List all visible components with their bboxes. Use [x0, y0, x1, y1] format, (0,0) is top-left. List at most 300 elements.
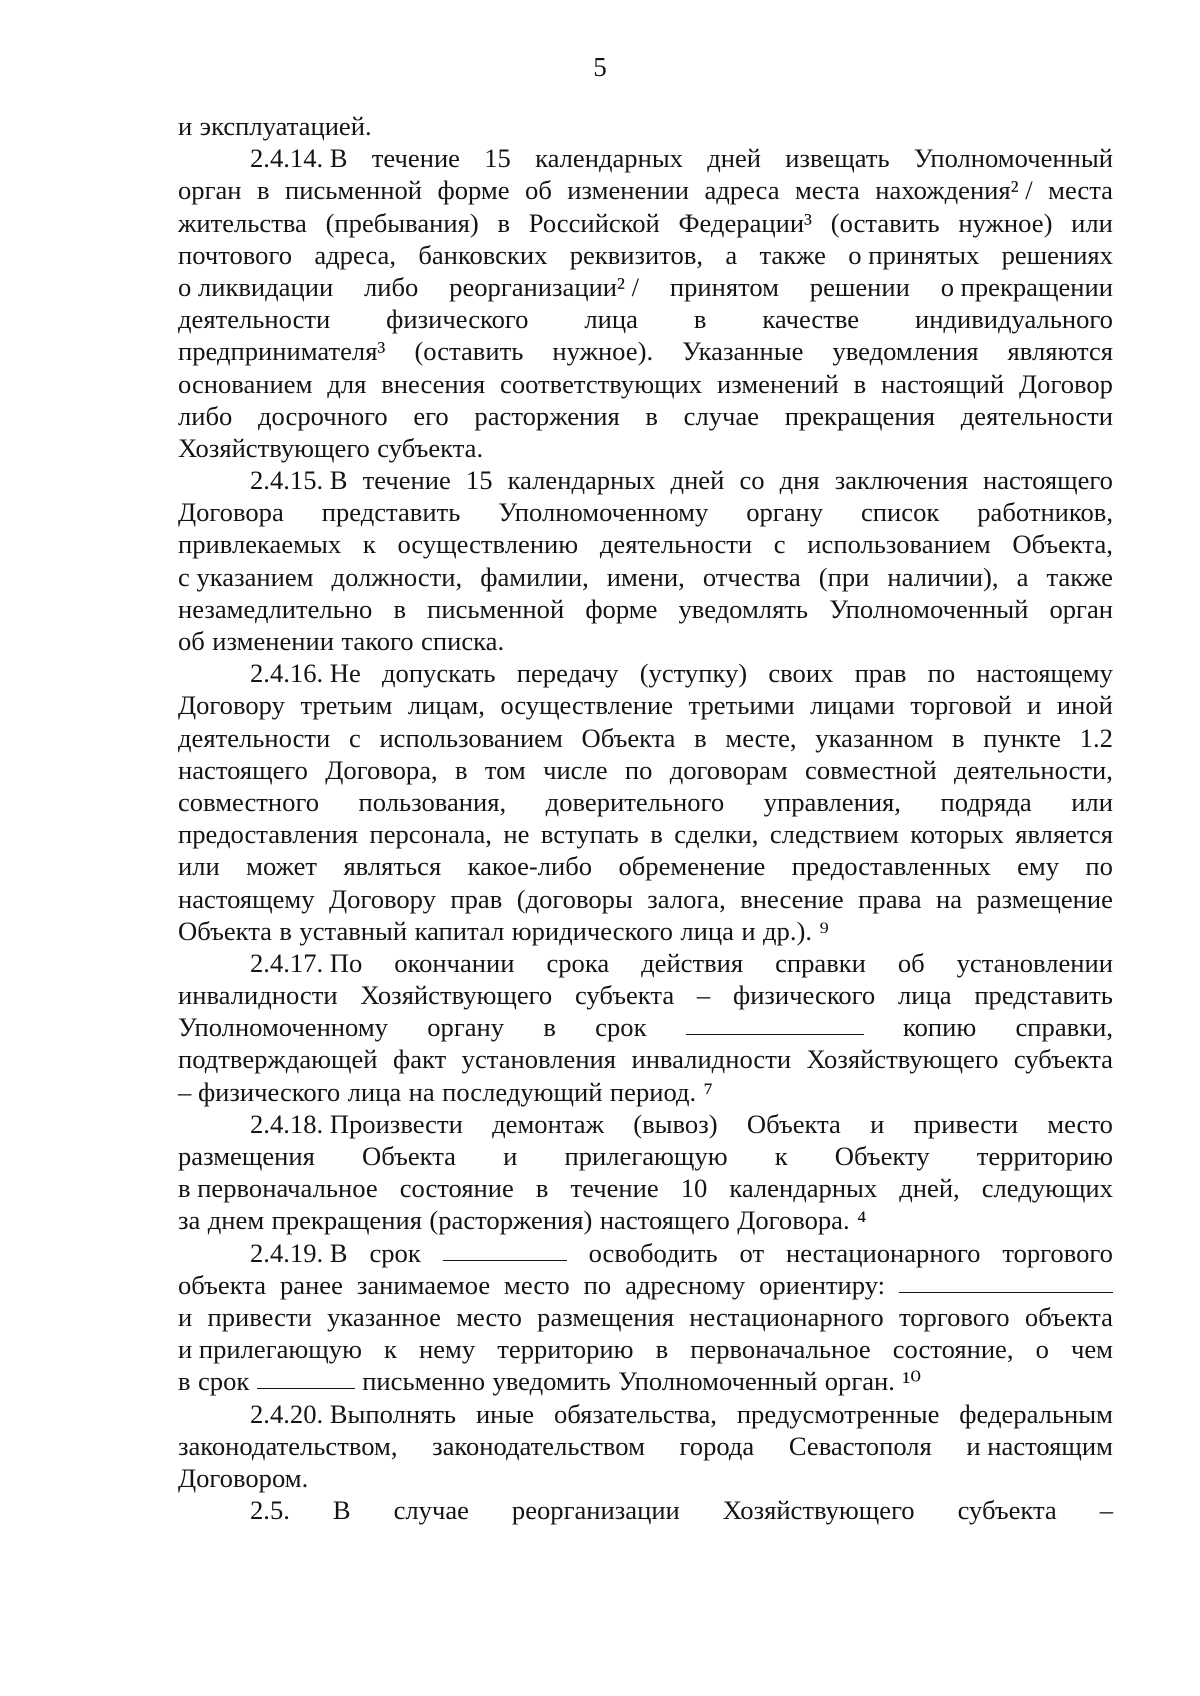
word: по — [624, 754, 653, 785]
text-line — [178, 1204, 1113, 1236]
word: имени, — [606, 561, 685, 592]
word: демонтаж — [492, 1108, 604, 1139]
word: расторжения — [474, 400, 620, 431]
word: ориентиру: — [759, 1269, 886, 1300]
word: на — [408, 1076, 435, 1107]
word: письменной — [285, 175, 423, 206]
text-line — [178, 496, 1113, 528]
word: месте, — [725, 722, 797, 753]
text-line — [178, 1043, 1113, 1075]
word: уставный — [299, 915, 408, 946]
word: изменении — [212, 626, 334, 656]
word: ранее — [279, 1269, 343, 1300]
word: в — [543, 1012, 556, 1043]
word: его — [413, 400, 449, 431]
word: 2.4.16. Не — [250, 658, 361, 689]
word: обязательства, — [553, 1398, 717, 1429]
page-number: 5 — [593, 52, 607, 82]
text-line — [178, 786, 1113, 818]
word: к — [362, 529, 376, 560]
word: реорганизации² / — [449, 271, 640, 302]
word: числе — [543, 754, 608, 785]
word: либо — [364, 271, 419, 302]
word: также — [1046, 561, 1113, 592]
word: отчества — [702, 561, 801, 592]
word: Российской — [528, 207, 660, 238]
word: (при — [818, 561, 870, 592]
word: первоначальное — [690, 1334, 871, 1365]
word: последующий — [442, 1076, 603, 1107]
word: третьими — [688, 690, 795, 721]
word: торговой — [910, 690, 1012, 721]
word: реквизитов, — [569, 239, 704, 270]
word: деятельности, — [954, 754, 1113, 785]
word: Уполномоченному — [498, 497, 709, 528]
text-line — [178, 174, 1113, 206]
word: законодательством, — [178, 1430, 398, 1461]
text-line — [178, 1301, 1113, 1333]
word: о прекращении — [940, 271, 1113, 302]
word: иные — [475, 1398, 535, 1429]
word: также — [759, 239, 826, 270]
word: 2.4.14. В — [250, 143, 348, 174]
word: 2.4.20. Выполнять — [250, 1398, 457, 1429]
word: персонала, — [369, 819, 492, 850]
word: о ликвидации — [178, 271, 334, 302]
word: являются — [1007, 336, 1113, 367]
word: (договоры — [516, 883, 633, 914]
word: об — [525, 175, 552, 206]
word: субъекта — [574, 980, 675, 1011]
word: соответствующих — [500, 368, 703, 399]
word: пункте — [983, 722, 1061, 753]
word: Договора. — [737, 1205, 850, 1236]
word: в — [257, 175, 270, 206]
word: место — [504, 1269, 570, 1300]
word: (уступку) — [639, 658, 748, 689]
word: Объекта — [362, 1141, 456, 1171]
word: прилегающую — [564, 1141, 728, 1171]
word: органу — [427, 1012, 505, 1043]
document-body — [178, 110, 1113, 1526]
word: территорию — [976, 1141, 1113, 1171]
word: нестационарного — [689, 1301, 884, 1332]
word: в — [655, 1334, 669, 1365]
word: настоящего — [599, 1205, 730, 1236]
word: 2.4.17. По — [250, 947, 363, 978]
word: Хозяйствующего — [178, 432, 370, 463]
word: города — [679, 1430, 755, 1461]
word: Объекта — [746, 1108, 841, 1139]
word: за — [178, 1205, 201, 1236]
word: лица — [584, 304, 638, 335]
word: дня — [779, 465, 820, 496]
word: решении — [809, 271, 910, 302]
word: нему — [419, 1334, 476, 1365]
blank-field[interactable] — [443, 1237, 567, 1261]
word: настоящему — [178, 883, 315, 914]
word: срок — [595, 1012, 647, 1043]
word: в — [279, 915, 292, 946]
word: (оставить — [830, 207, 940, 238]
word: факт — [392, 1044, 447, 1075]
word: и — [178, 111, 193, 141]
blank-field[interactable] — [686, 1011, 864, 1035]
blank-field[interactable] — [257, 1365, 355, 1389]
word: представить — [974, 980, 1113, 1011]
word: календарных — [729, 1173, 878, 1204]
word: ⁹ — [819, 915, 829, 946]
text-line — [178, 818, 1113, 850]
word: справки — [775, 947, 866, 978]
word: нахождения² / — [875, 175, 1033, 206]
word: Договор — [1019, 368, 1113, 399]
word: от — [739, 1237, 765, 1268]
text-line — [178, 1494, 1113, 1526]
word: место — [1047, 1108, 1113, 1139]
word: и — [741, 915, 756, 946]
word: реорганизации — [511, 1495, 680, 1526]
word: Договора — [178, 497, 284, 528]
word: прав — [450, 883, 503, 914]
word: – — [1099, 1495, 1113, 1526]
blank-field[interactable] — [899, 1269, 1113, 1293]
word: установления — [461, 1044, 617, 1075]
word: изменении — [567, 175, 690, 206]
word: лица — [680, 915, 734, 946]
word: индивидуального — [914, 304, 1113, 335]
text-line — [178, 657, 1113, 689]
word: указанное — [327, 1301, 441, 1332]
word: торгового — [898, 1301, 1010, 1332]
text-line — [178, 722, 1113, 754]
text-line — [178, 915, 1113, 947]
word: права — [858, 883, 922, 914]
word: торгового — [1002, 1237, 1113, 1268]
text-line — [178, 1398, 1113, 1430]
word: адресному — [625, 1269, 746, 1300]
text-line — [178, 625, 1113, 657]
word: место — [456, 1301, 522, 1332]
text-line — [178, 142, 1113, 174]
word: срок — [198, 1366, 250, 1397]
word: письменной — [427, 593, 565, 624]
text-line — [178, 1011, 1113, 1043]
text-line — [178, 207, 1113, 239]
word: дней — [707, 143, 762, 174]
text-line — [178, 400, 1113, 432]
text-line — [178, 979, 1113, 1011]
word: настоящего — [178, 754, 308, 785]
word: субъекта — [1013, 1044, 1113, 1075]
word: Хозяйствующего — [806, 1044, 999, 1075]
word: инвалидности — [178, 980, 338, 1011]
word: лицам, — [407, 690, 485, 721]
word: и — [1027, 690, 1042, 721]
word: для — [327, 368, 367, 399]
word: или — [178, 851, 220, 882]
word: в — [393, 593, 407, 624]
word: и прилегающую — [178, 1334, 362, 1365]
word: Хозяйствующего — [722, 1495, 915, 1526]
word: в — [694, 722, 707, 753]
word: деятельности — [599, 529, 753, 560]
word: ¹⁰ — [902, 1366, 922, 1397]
word: срока — [546, 947, 610, 978]
word: 2.4.19. В — [250, 1237, 348, 1268]
word: уведомить — [492, 1366, 611, 1397]
word: юридического — [511, 915, 673, 946]
word: копию — [903, 1012, 977, 1043]
word: предоставления — [178, 819, 359, 850]
word: физического — [386, 304, 529, 335]
word: изменений — [716, 368, 839, 399]
word: совместного — [178, 786, 319, 817]
word: 2.4.18. Произвести — [250, 1108, 463, 1139]
word: к — [384, 1334, 397, 1365]
word: список — [861, 497, 940, 528]
word: Федерации³ — [678, 207, 813, 238]
word: ⁴ — [857, 1205, 867, 1236]
word: по — [927, 658, 956, 689]
text-line — [178, 1333, 1113, 1365]
word: форме — [585, 593, 658, 624]
word: подряда — [940, 786, 1032, 817]
word: письменно — [362, 1366, 485, 1397]
word: в — [497, 207, 510, 238]
text-line — [178, 110, 1113, 142]
word: днем — [207, 1205, 265, 1236]
word: адреса — [704, 175, 780, 206]
word: (вывоз) — [633, 1108, 718, 1139]
word: Договором. — [178, 1462, 309, 1493]
word: представить — [321, 497, 461, 528]
word: ⁷ — [703, 1076, 713, 1107]
word: действия — [641, 947, 744, 978]
word: 15 — [484, 143, 511, 174]
word: нестационарного — [785, 1237, 981, 1268]
word: предоставленных — [791, 851, 991, 882]
word: привести — [207, 1301, 312, 1332]
word: уведомления — [832, 336, 979, 367]
word: заключения — [834, 465, 968, 496]
word: предусмотренные — [736, 1398, 940, 1429]
word: Уполномоченный — [618, 1366, 818, 1397]
word: дней — [670, 465, 725, 496]
word: В — [332, 1495, 351, 1526]
word: основанием — [178, 368, 313, 399]
word: совместной — [805, 754, 937, 785]
word: незамедлительно — [178, 593, 373, 624]
word: на — [935, 883, 963, 914]
word: лица — [347, 1076, 402, 1107]
word: том — [484, 754, 526, 785]
text-line — [178, 335, 1113, 367]
text-line — [178, 303, 1113, 335]
word: Уполномоченный — [829, 593, 1029, 624]
word: Севастополя — [788, 1430, 932, 1461]
word: в первоначальное — [178, 1173, 378, 1204]
word: осуществление — [500, 690, 674, 721]
word: – физического — [178, 1076, 341, 1107]
word: по — [1085, 851, 1113, 882]
word: следующих — [981, 1173, 1113, 1204]
word: прекращения — [271, 1205, 422, 1236]
word: состояние — [399, 1173, 514, 1204]
text-line — [178, 1076, 1113, 1108]
word: размещения — [178, 1141, 315, 1171]
word: течение — [371, 143, 460, 174]
word: лица — [898, 980, 952, 1011]
word: а — [725, 239, 738, 270]
word: территорию — [497, 1334, 634, 1365]
word: течение — [362, 465, 451, 496]
word: и — [503, 1141, 518, 1171]
word: места — [794, 175, 860, 206]
word: деятельности — [960, 400, 1113, 431]
word: осуществлению — [397, 529, 579, 560]
word: (расторжения) — [429, 1205, 593, 1236]
word: являться — [343, 851, 442, 882]
word: в — [693, 304, 707, 335]
word: чем — [1070, 1334, 1113, 1365]
word: договорам — [669, 754, 788, 785]
word: внесения — [381, 368, 486, 399]
word: своих — [768, 658, 834, 689]
text-line — [178, 1430, 1113, 1462]
text-line — [178, 754, 1113, 786]
word: списка. — [421, 626, 505, 656]
word: и — [178, 1301, 193, 1332]
word: передачу — [516, 658, 619, 689]
word: привести — [913, 1108, 1018, 1139]
word: или — [1071, 207, 1113, 238]
word: деятельности — [178, 722, 331, 753]
word: по — [583, 1269, 612, 1300]
word: справки, — [1015, 1012, 1113, 1043]
word: окончании — [394, 947, 515, 978]
word: залога, — [647, 883, 726, 914]
word: следствием — [769, 819, 899, 850]
word: доверительного — [545, 786, 725, 817]
word: настоящему — [976, 658, 1113, 689]
text-line — [178, 528, 1113, 560]
word: течение — [570, 1173, 659, 1204]
word: места — [1048, 175, 1113, 206]
word: объекта — [178, 1269, 267, 1300]
word: федеральным — [959, 1398, 1113, 1429]
word: работников, — [977, 497, 1113, 528]
word: использованием — [379, 722, 563, 753]
word: физического — [732, 980, 876, 1011]
word: размещение — [976, 883, 1113, 914]
word: допускать — [382, 658, 496, 689]
word: законодательством — [432, 1430, 645, 1461]
word: период. — [609, 1076, 697, 1107]
word: и — [870, 1108, 885, 1139]
word: деятельности — [178, 304, 331, 335]
word: в — [455, 754, 468, 785]
word: Объекта — [581, 722, 676, 753]
text-line — [178, 1108, 1113, 1140]
word: инвалидности — [631, 1044, 792, 1075]
word: орган. — [824, 1366, 895, 1397]
word: Уполномоченный — [913, 143, 1113, 174]
word: 15 — [465, 465, 493, 496]
word: в — [951, 722, 965, 753]
word: подтверждающей — [178, 1044, 378, 1075]
word: предпринимателя³ — [178, 336, 386, 367]
word: ему — [1017, 851, 1060, 882]
word: а — [1016, 561, 1029, 592]
word: дней, — [899, 1173, 960, 1204]
word: состояние, — [892, 1334, 1014, 1365]
word: (оставить — [414, 336, 524, 367]
word: в — [650, 819, 663, 850]
word: субъекта. — [377, 432, 484, 463]
text-line — [178, 561, 1113, 593]
word: Хозяйствующего — [360, 980, 553, 1011]
word: уведомлять — [678, 593, 809, 624]
word: вступать — [540, 819, 639, 850]
word: форме — [437, 175, 510, 206]
word: нужное) — [958, 207, 1053, 238]
word: решениях — [1001, 239, 1113, 270]
text-line — [178, 239, 1113, 271]
word: Уполномоченному — [178, 1012, 388, 1043]
word: внесение — [740, 883, 844, 914]
word: Объекта, — [1012, 529, 1113, 560]
word: объекта — [1024, 1301, 1113, 1332]
word: с указанием — [178, 561, 314, 592]
text-line — [178, 883, 1113, 915]
word: календарных — [507, 465, 656, 496]
word: указанном — [815, 722, 934, 753]
word: принятом — [669, 271, 779, 302]
word: обременение — [618, 851, 766, 882]
word: пользования, — [358, 786, 507, 817]
text-line — [178, 1140, 1113, 1172]
word: Указанные — [682, 336, 804, 367]
word: такого — [341, 626, 414, 656]
word: 2.5. — [250, 1495, 290, 1526]
text-line — [178, 271, 1113, 303]
text-line — [178, 368, 1113, 400]
word: фамилии, — [480, 561, 589, 592]
word: случае — [683, 400, 760, 431]
word: которых — [910, 819, 1004, 850]
word: привлекаемых — [178, 529, 342, 560]
word: жительства — [178, 207, 307, 238]
word: в — [535, 1173, 549, 1204]
word: Договора, — [325, 754, 438, 785]
word: об — [178, 626, 205, 656]
word: орган — [178, 175, 242, 206]
word: эксплуатацией. — [199, 111, 372, 141]
word: в — [645, 400, 658, 431]
word: 2.4.15. В — [250, 465, 348, 496]
word: об — [897, 947, 925, 978]
word: календарных — [535, 143, 683, 174]
word: является — [1015, 819, 1113, 850]
word: сделки, — [674, 819, 759, 850]
word: случае — [393, 1495, 469, 1526]
text-line — [178, 1172, 1113, 1204]
word: капитал — [414, 915, 505, 946]
word: 10 — [680, 1173, 708, 1204]
text-line — [178, 1269, 1113, 1301]
text-line — [178, 432, 1113, 464]
